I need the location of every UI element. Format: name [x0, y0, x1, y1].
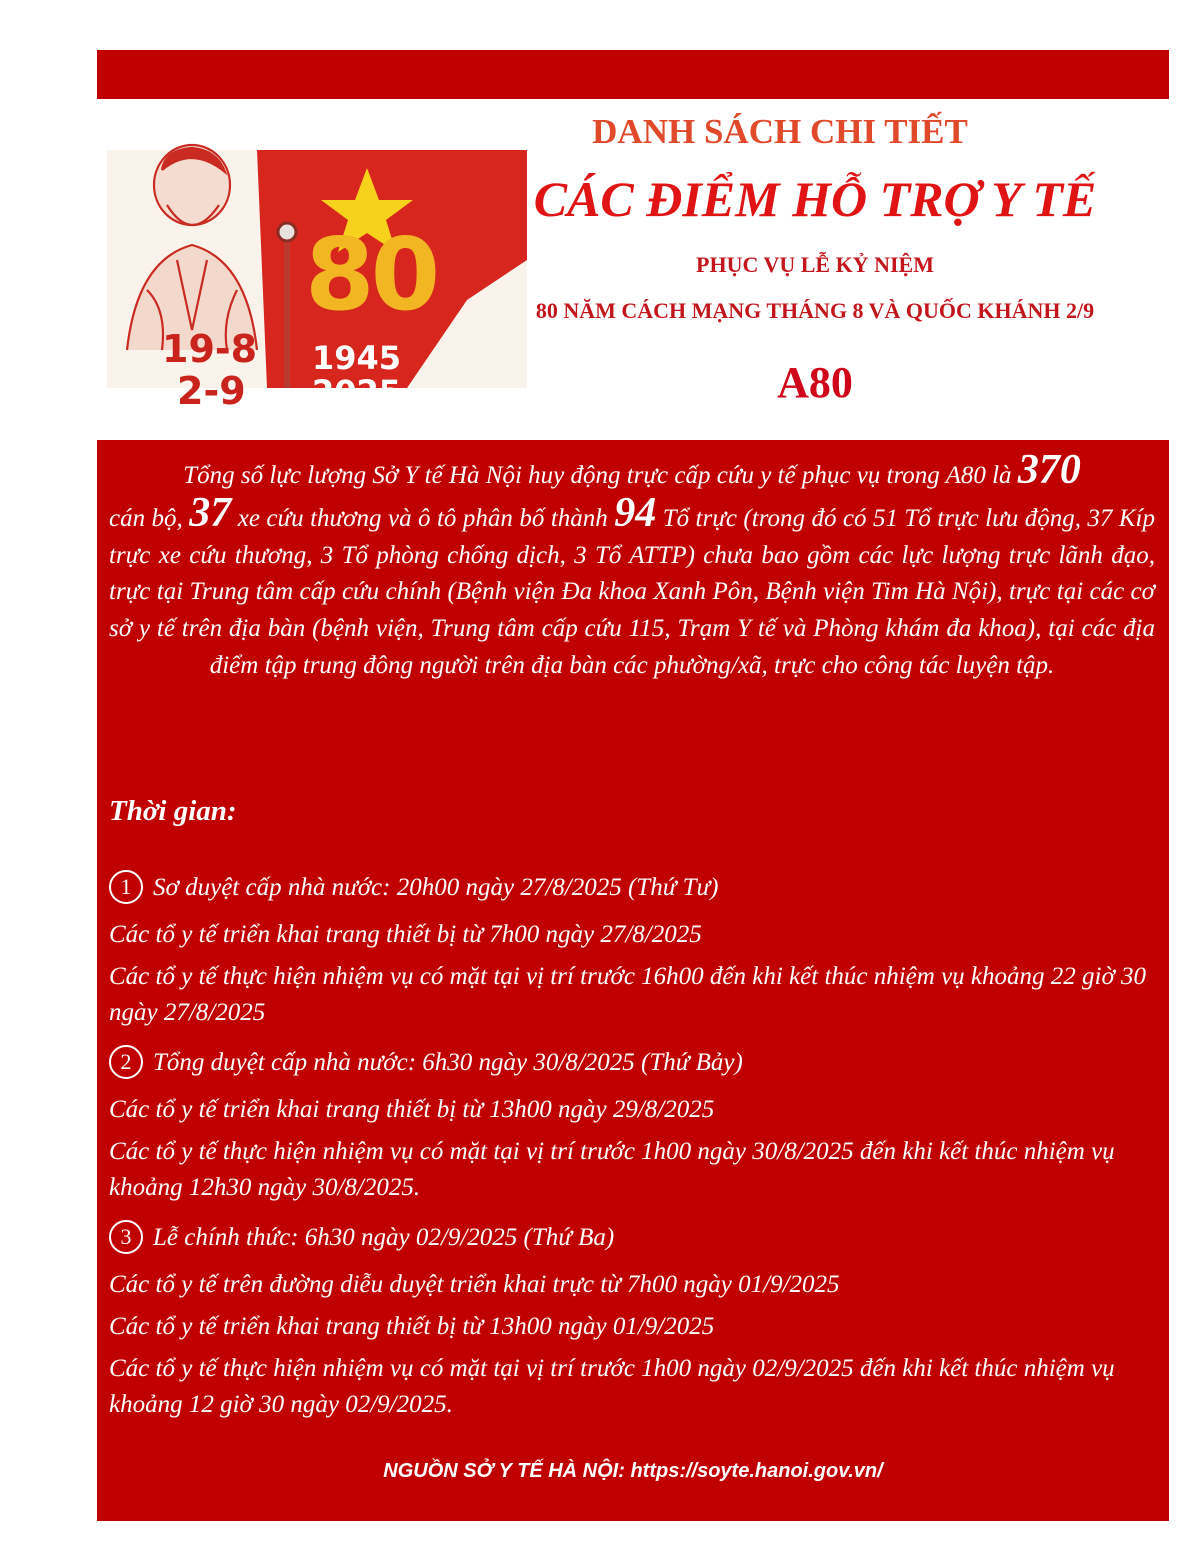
schedule-item-2-line-1: Các tổ y tế triển khai trang thiết bị từ 13h00 ngày 29/8/2025 [109, 1096, 715, 1123]
schedule-item-title: Tổng duyệt cấp nhà nước: 6h30 ngày 30/8/2025 (Thứ Bảy) [153, 1049, 743, 1076]
schedule-item-2-line-2: Các tổ y tế thực hiện nhiệm vụ có mặt tại vị trí trước 1h00 ngày 30/8/2025 đến khi kết thúc nhiệm vụ khoảng 12h30 ngày 30/8/2025. [109, 1138, 1115, 1201]
subtitle-line-1: PHỤC VỤ LỄ KỶ NIỆM [696, 252, 934, 277]
poster-date-1: 19-8 [162, 327, 258, 371]
intro-text-d: Tổ trực (trong đó có 51 Tổ trực lưu động, 37 Kíp trực xe cứu thương, 3 Tổ phòng chống dịch, 3 Tổ ATTP) chưa bao gồm các lực lượng trực lãnh đạo, trực tại Trung tâm cấp cứu chính (Bệnh viện Đa khoa Xanh Pôn, Bệnh viện Tim Hà Nội), trực tại các cơ sở y tế trên địa bàn (bệnh viện, Trung tâm cấp cứu 115, Trạm Y tế và Phòng khám đa khoa), tại các địa điểm tập trung đông người trên địa bàn các phường/xã, trực cho công tác luyện tập. [109, 504, 1155, 679]
main-info-panel [97, 440, 1169, 1521]
team-count: 94 [614, 489, 657, 536]
schedule-item-3-line-1: Các tổ y tế trên đường diễu duyệt triển khai trực từ 7h00 ngày 01/9/2025 [109, 1271, 840, 1298]
schedule-item-3-line-3: Các tổ y tế thực hiện nhiệm vụ có mặt tại vị trí trước 1h00 ngày 02/9/2025 đến khi kết thúc nhiệm vụ khoảng 12 giờ 30 ngày 02/9/2025. [109, 1355, 1115, 1418]
schedule-item-title: Lễ chính thức: 6h30 ngày 02/9/2025 (Thứ Ba) [153, 1224, 615, 1251]
schedule-heading: Thời gian: [109, 795, 237, 827]
schedule-item-title: Sơ duyệt cấp nhà nước: 20h00 ngày 27/8/2025 (Thứ Tư) [153, 874, 719, 901]
circled-number-1-icon: 1 [109, 870, 143, 904]
intro-text-a: Tổng số lực lượng Sở Y tế Hà Nội huy động trực cấp cứu y tế phục vụ trong A80 là [183, 462, 1018, 489]
intro-paragraph [109, 447, 1155, 685]
poster-date-2: 2-9 [177, 369, 246, 413]
poster-year-2: 2025 [312, 373, 402, 411]
circled-number-3-icon: 3 [109, 1220, 143, 1254]
schedule-item-3-title [109, 1220, 1159, 1256]
schedule-item-1-line-2: Các tổ y tế thực hiện nhiệm vụ có mặt tại vị trí trước 16h00 đến khi kết thúc nhiệm vụ khoảng 22 giờ 30 ngày 27/8/2025 [109, 963, 1147, 1026]
intro-text-b: cán bộ, [109, 504, 190, 532]
intro-text-c: xe cứu thương và ô tô phân bố thành [231, 504, 615, 532]
source-credit: NGUỒN SỞ Y TẾ HÀ NỘI: https://soyte.hanoi.gov.vn/ [383, 1460, 883, 1482]
schedule-item-1-line-1: Các tổ y tế triển khai trang thiết bị từ 7h00 ngày 27/8/2025 [109, 921, 702, 948]
anniversary-poster-image [107, 150, 527, 413]
poster-number-80: 80 [305, 216, 437, 333]
schedule-item-3-line-2: Các tổ y tế triển khai trang thiết bị từ 13h00 ngày 01/9/2025 [109, 1313, 715, 1340]
staff-count: 370 [1017, 447, 1081, 493]
page-title-line-2: CÁC ĐIỂM HỖ TRỢ Y TẾ [533, 171, 1097, 227]
page-title-line-1: DANH SÁCH CHI TIẾT [592, 112, 968, 151]
schedule-item-2-title [109, 1045, 1159, 1081]
top-banner-bar [97, 50, 1169, 99]
vehicle-count: 37 [189, 489, 232, 536]
schedule-item-1-title [109, 870, 1159, 906]
subtitle-line-2: 80 NĂM CÁCH MẠNG THÁNG 8 VÀ QUỐC KHÁNH 2/9 [535, 298, 1095, 323]
poster-year-1: 1945 [312, 339, 402, 377]
event-code: A80 [777, 358, 853, 407]
circled-number-2-icon: 2 [109, 1045, 143, 1079]
